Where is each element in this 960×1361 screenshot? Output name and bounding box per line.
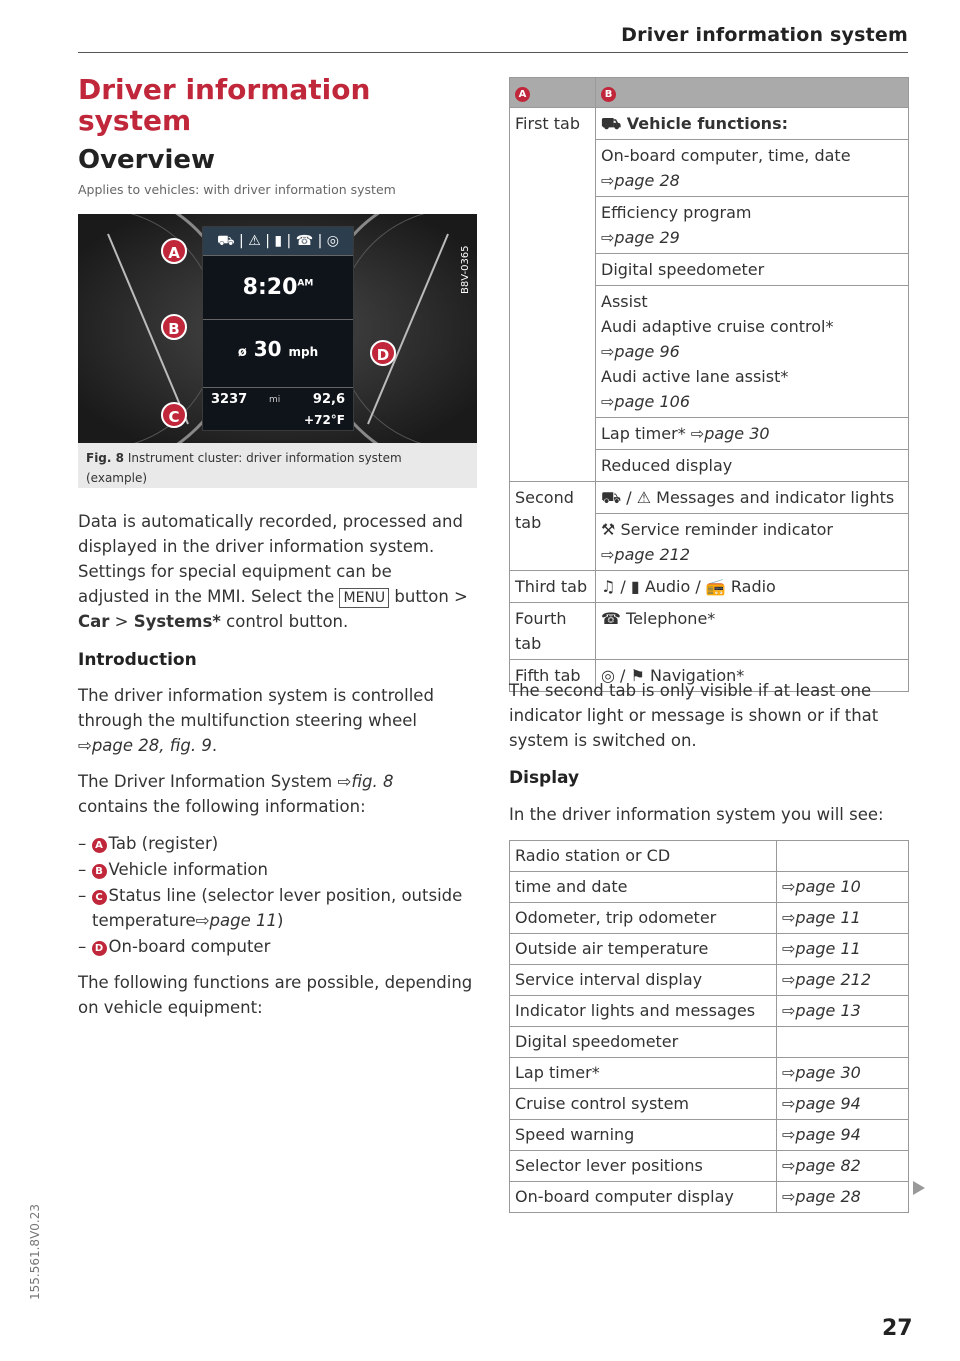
header-divider [78,52,908,53]
table-row [510,108,909,140]
table-cell: ◎ / ⚑ Navigation* [596,660,909,692]
tab-name: Second tab [510,482,596,571]
callout-a: A [161,238,187,264]
table-cell: ⛟ / ⚠ Messages and indicator lights [596,482,909,514]
music-note-icon: ♫ [601,577,616,596]
dis-temperature: +72°F [304,413,345,427]
compass-icon: ◎ [601,666,615,685]
sd-card-icon: ▮ [630,577,640,596]
page-number: 27 [882,1316,913,1341]
dis-avg-symbol: ø [237,345,247,360]
running-header: Driver information system [621,24,908,46]
paragraph-control: The driver information system is controlled through the multifunction steering wheel ⇨page 28, fig. 9. [78,686,434,755]
table-row: Outside air temperature ⇨page 11 [510,934,909,965]
table-row: time and date ⇨page 10 [510,872,909,903]
section-title: Driver information system [78,73,371,137]
paragraph-second-tab: The second tab is only visible if at least one indicator light or message is shown or if that system is switched on. [509,681,879,750]
table-cell: ☎ Telephone* [596,603,909,660]
table-row: Speed warning ⇨page 94 [510,1120,909,1151]
paragraph-contains: The Driver Information System ⇨fig. 8 contains the following information: [78,772,394,816]
wrench-icon: ⚒ [601,520,616,539]
tabs-table [509,77,909,692]
instrument-cluster-figure [78,214,477,443]
introduction-heading: Introduction [78,650,197,670]
tab-name: Fourth tab [510,603,596,660]
table-row [510,571,909,603]
callout-c: C [161,402,187,428]
dis-screen [202,226,354,431]
paragraph-you-will-see: In the driver information system you will see: [509,805,884,824]
dis-odometer: 3237 [211,392,248,407]
dis-time: 8:20 [242,275,298,300]
continue-arrow-icon [913,1181,925,1195]
table-row: On-board computer display ⇨page 28 [510,1182,909,1213]
table-cell: Lap timer* ⇨page 30 [596,418,909,450]
paragraph-intro: Data is automatically recorded, processed and displayed in the driver information system. Settings for special equipment can be adjusted in the MMI. Select the MENU button > Car > Systems* control button. [78,512,468,631]
vehicle-icon: ⛟ [601,488,622,507]
table-row: Odometer, trip odometer ⇨page 11 [510,903,909,934]
tab-name: Third tab [510,571,596,603]
table-cell: ⚒ Service reminder indicator ⇨page 212 [596,514,909,571]
table-row: Indicator lights and messages ⇨page 13 [510,996,909,1027]
list-item: – C Status line (selector lever position, outside temperature⇨page 11) [78,886,463,930]
flag-icon: ⚑ [630,666,645,685]
list-item: – D On-board computer [78,937,271,956]
phone-icon: ☎ [601,609,621,628]
table-row [510,482,909,514]
dis-speed: 30 [253,337,282,361]
dis-speed-unit: mph [288,345,319,359]
section-subtitle: Overview [78,145,216,175]
paragraph-functions: The following functions are possible, depending on vehicle equipment: [78,973,473,1017]
table-cell: On-board computer, time, date ⇨page 28 [596,140,909,197]
callout-b: B [161,314,187,340]
table-row: Lap timer* ⇨page 30 [510,1058,909,1089]
table-cell: Digital speedometer [596,254,909,286]
table-cell: Assist Audi adaptive cruise control* ⇨page 96 Audi active lane assist* ⇨page 106 [596,286,909,418]
document-code: 155.561.8V0.23 [28,1204,42,1300]
header-marker-b: B [601,87,616,102]
callout-d: D [370,340,396,366]
table-cell: Efficiency program ⇨page 29 [596,197,909,254]
table-cell: ♫ / ▮ Audio / 📻 Radio [596,571,909,603]
table-row: Radio station or CD [510,841,909,872]
table-row: Service interval display ⇨page 212 [510,965,909,996]
list-item: – A Tab (register) [78,834,219,853]
tab-name: First tab [510,108,596,482]
figure-caption: Fig. 8 Instrument cluster: driver information system (example) [86,451,402,485]
table-header-row [510,78,909,108]
table-row [510,603,909,660]
display-heading: Display [509,768,580,788]
radio-icon: 📻 [705,577,726,596]
dis-odometer-unit: mi [269,395,281,405]
figure-code: B8V-0365 [460,245,471,294]
list-item: – B Vehicle information [78,860,268,879]
table-cell: Reduced display [596,450,909,482]
table-row: Digital speedometer [510,1027,909,1058]
table-row: Cruise control system ⇨page 94 [510,1089,909,1120]
warning-icon: ⚠ [636,488,652,507]
tab-name: Fifth tab [510,660,596,692]
applies-note: Applies to vehicles: with driver information system [78,182,396,197]
table-row: Selector lever positions ⇨page 82 [510,1151,909,1182]
dis-time-suffix: AM [297,278,314,289]
dis-tab-bar: ⛟ | ⚠ | ▮ | ☎ | ◎ [203,227,353,256]
info-list [78,831,473,960]
table-cell: ⛟ Vehicle functions: [596,108,909,140]
display-table [509,840,909,1213]
header-marker-a: A [515,87,530,102]
menu-key: MENU [339,588,389,608]
dis-trip: 92,6 [312,392,345,407]
